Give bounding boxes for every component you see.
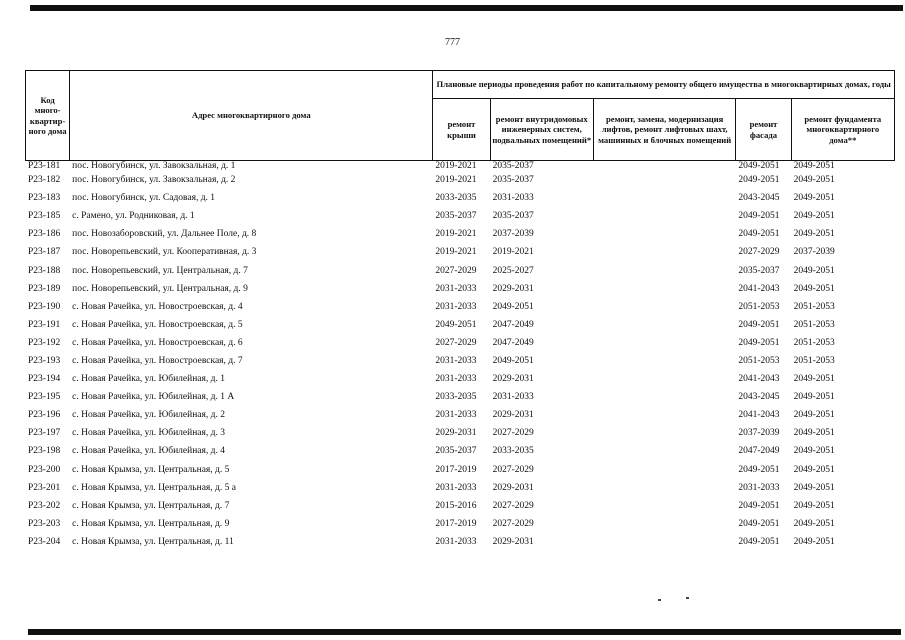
cell-facade: 2049-2051 [738,500,780,511]
cell-address: с. Новая Рачейка, ул. Новостроевская, д. 6 [72,337,243,348]
cell-address: пос. Новогубинск, ул. Садовая, д. 1 [72,193,216,204]
top-border-bar [30,5,903,11]
cell-code: Р23-185 [28,211,61,222]
cell-foundation: 2051-2053 [793,301,835,312]
table-row [26,261,895,279]
cell-roof: 2031-2033 [435,301,477,312]
cell-roof: 2033-2035 [435,392,477,403]
header-engineering: ремонт внутридомовых инженерных систем, подвальных помещений* [490,99,593,161]
cell-lift [593,189,735,207]
cell-foundation: 2049-2051 [793,161,835,171]
cell-roof: 2031-2033 [435,283,477,294]
cell-code: Р23-197 [28,428,61,439]
cell-code: Р23-189 [28,283,61,294]
table-row [26,298,895,316]
table-row [26,442,895,460]
cell-address: пос. Новогубинск, ул. Завокзальная, д. 1 [72,161,236,171]
cell-engineering: 2029-2031 [492,283,534,294]
cell-lift [593,497,735,515]
cell-engineering: 2035-2037 [492,211,534,222]
cell-facade: 2027-2029 [738,247,780,258]
cell-engineering: 2025-2027 [492,265,534,276]
repair-schedule-table [25,70,895,551]
cell-foundation: 2049-2051 [793,175,835,186]
cell-foundation: 2051-2053 [793,319,835,330]
header-foundation: ремонт фундамента многоквартирного дома** [791,99,894,161]
cell-foundation: 2049-2051 [793,265,835,276]
scan-speck [686,597,689,599]
cell-foundation: 2049-2051 [793,374,835,385]
cell-lift [593,370,735,388]
cell-code: Р23-201 [28,482,61,493]
header-code: Код много-квартир-ного дома [26,71,70,161]
cell-address: пос. Новорепьевский, ул. Кооперативная, д. 3 [72,247,257,258]
cell-roof: 2031-2033 [435,482,477,493]
scan-speck [658,599,661,601]
cell-lift [593,243,735,261]
cell-facade: 2049-2051 [738,518,780,529]
table-row [26,225,895,243]
cell-code: Р23-182 [28,175,61,186]
cell-facade: 2043-2045 [738,193,780,204]
cell-code: Р23-193 [28,355,61,366]
cell-code: Р23-190 [28,301,61,312]
cell-lift [593,442,735,460]
cell-lift [593,424,735,442]
cell-code: Р23-195 [28,392,61,403]
page-number [0,37,905,48]
cell-foundation: 2049-2051 [793,464,835,475]
cell-address: с. Новая Рачейка, ул. Юбилейная, д. 4 [72,446,225,457]
cell-engineering: 2029-2031 [492,536,534,547]
table-row [26,280,895,298]
cell-lift [593,316,735,334]
cell-engineering: 2031-2033 [492,193,534,204]
table-row [26,316,895,334]
cell-facade: 2047-2049 [738,446,780,457]
cell-address: пос. Новозаборовский, ул. Дальнее Поле, д. 8 [72,229,257,240]
cell-facade: 2049-2051 [738,161,780,171]
cell-lift [593,280,735,298]
table-row [26,334,895,352]
cell-code: Р23-194 [28,374,61,385]
cell-code: Р23-204 [28,536,61,547]
cell-facade: 2041-2043 [738,410,780,421]
cell-facade: 2049-2051 [738,337,780,348]
cell-facade: 2049-2051 [738,229,780,240]
cell-facade: 2037-2039 [738,428,780,439]
table-row [26,161,895,172]
table-row [26,243,895,261]
cell-lift [593,161,735,172]
cell-foundation: 2049-2051 [793,482,835,493]
cell-lift [593,261,735,279]
cell-facade: 2049-2051 [738,319,780,330]
cell-roof: 2019-2021 [435,229,477,240]
cell-address: с. Новая Крымза, ул. Центральная, д. 7 [72,500,230,511]
cell-address: с. Новая Крымза, ул. Центральная, д. 5 [72,464,230,475]
cell-facade: 2031-2033 [738,482,780,493]
cell-engineering: 2049-2051 [492,301,534,312]
cell-roof: 2031-2033 [435,410,477,421]
cell-facade: 2043-2045 [738,392,780,403]
cell-code: Р23-191 [28,319,61,330]
cell-address: с. Новая Рачейка, ул. Юбилейная, д. 1 А [72,392,235,403]
cell-lift [593,225,735,243]
table-row [26,424,895,442]
cell-engineering: 2027-2029 [492,428,534,439]
cell-foundation: 2037-2039 [793,247,835,258]
cell-foundation: 2049-2051 [793,211,835,222]
table-row [26,406,895,424]
table-row [26,352,895,370]
cell-roof: 2019-2021 [435,175,477,186]
cell-code: Р23-198 [28,446,61,457]
cell-roof: 2017-2019 [435,518,477,529]
cell-facade: 2049-2051 [738,175,780,186]
cell-engineering: 2035-2037 [492,175,534,186]
cell-address: с. Новая Рачейка, ул. Юбилейная, д. 3 [72,428,225,439]
cell-code: Р23-188 [28,265,61,276]
cell-address: пос. Новорепьевский, ул. Центральная, д. 7 [72,265,248,276]
cell-roof: 2035-2037 [435,211,477,222]
cell-lift [593,334,735,352]
cell-lift [593,207,735,225]
cell-lift [593,352,735,370]
cell-code: Р23-183 [28,193,61,204]
table-row [26,461,895,479]
cell-address: с. Новая Рачейка, ул. Юбилейная, д. 2 [72,410,225,421]
cell-roof: 2019-2021 [435,247,477,258]
cell-foundation: 2049-2051 [793,283,835,294]
cell-code: Р23-196 [28,410,61,421]
cell-facade: 2049-2051 [738,464,780,475]
cell-code: Р23-200 [28,464,61,475]
cell-address: с. Новая Крымза, ул. Центральная, д. 5 а [72,482,236,493]
header-lift: ремонт, замена, модернизация лифтов, ремонт лифтовых шахт, машинных и блочных помещений [593,99,735,161]
cell-facade: 2041-2043 [738,374,780,385]
cell-lift [593,533,735,551]
header-roof: ремонт крыши [433,99,490,161]
cell-engineering: 2035-2037 [492,161,534,171]
cell-lift [593,479,735,497]
cell-facade: 2035-2037 [738,265,780,276]
cell-code: Р23-192 [28,337,61,348]
table-row [26,189,895,207]
cell-foundation: 2051-2053 [793,337,835,348]
cell-facade: 2049-2051 [738,536,780,547]
cell-foundation: 2051-2053 [793,355,835,366]
cell-lift [593,298,735,316]
cell-engineering: 2049-2051 [492,355,534,366]
cell-code: Р23-202 [28,500,61,511]
cell-foundation: 2049-2051 [793,446,835,457]
cell-foundation: 2049-2051 [793,229,835,240]
table-row [26,207,895,225]
cell-engineering: 2047-2049 [492,319,534,330]
cell-address: с. Рамено, ул. Родниковая, д. 1 [72,211,195,222]
bottom-border-bar [28,629,901,635]
cell-roof: 2027-2029 [435,337,477,348]
cell-code: Р23-187 [28,247,61,258]
cell-foundation: 2049-2051 [793,518,835,529]
cell-roof: 2029-2031 [435,428,477,439]
cell-roof: 2031-2033 [435,374,477,385]
cell-foundation: 2049-2051 [793,428,835,439]
cell-foundation: 2049-2051 [793,392,835,403]
cell-engineering: 2037-2039 [492,229,534,240]
cell-engineering: 2031-2033 [492,392,534,403]
cell-engineering: 2019-2021 [492,247,534,258]
cell-lift [593,461,735,479]
header-work-periods: Плановые периоды проведения работ по капитальному ремонту общего имущества в многоквартирных домах, годы [433,71,895,99]
cell-facade: 2041-2043 [738,283,780,294]
cell-roof: 2019-2021 [435,161,477,171]
cell-address: пос. Новорепьевский, ул. Центральная, д. 9 [72,283,248,294]
table-row [26,515,895,533]
header-facade: ремонт фасада [736,99,791,161]
cell-code: Р23-181 [28,161,61,171]
table-row [26,171,895,189]
table-row [26,370,895,388]
header-address: Адрес многоквартирного дома [70,71,433,161]
cell-engineering: 2027-2029 [492,518,534,529]
cell-address: с. Новая Рачейка, ул. Новостроевская, д. 4 [72,301,243,312]
page-number-text: 777 [445,37,460,48]
cell-lift [593,388,735,406]
cell-roof: 2031-2033 [435,536,477,547]
cell-roof: 2033-2035 [435,193,477,204]
cell-engineering: 2027-2029 [492,464,534,475]
table-row [26,479,895,497]
cell-facade: 2051-2053 [738,301,780,312]
cell-lift [593,406,735,424]
cell-roof: 2049-2051 [435,319,477,330]
cell-roof: 2031-2033 [435,355,477,366]
cell-roof: 2035-2037 [435,446,477,457]
cell-foundation: 2049-2051 [793,193,835,204]
table-row [26,497,895,515]
cell-engineering: 2027-2029 [492,500,534,511]
cell-engineering: 2029-2031 [492,410,534,421]
cell-address: с. Новая Рачейка, ул. Новостроевская, д. 5 [72,319,243,330]
cell-address: с. Новая Крымза, ул. Центральная, д. 11 [72,536,234,547]
cell-address: с. Новая Рачейка, ул. Новостроевская, д. 7 [72,355,243,366]
cell-foundation: 2049-2051 [793,500,835,511]
cell-roof: 2015-2016 [435,500,477,511]
cell-foundation: 2049-2051 [793,410,835,421]
cell-lift [593,171,735,189]
cell-code: Р23-203 [28,518,61,529]
cell-engineering: 2047-2049 [492,337,534,348]
cell-engineering: 2033-2035 [492,446,534,457]
cell-roof: 2027-2029 [435,265,477,276]
table-header [26,71,895,161]
cell-facade: 2049-2051 [738,211,780,222]
cell-lift [593,515,735,533]
cell-facade: 2051-2053 [738,355,780,366]
table-row [26,388,895,406]
cell-roof: 2017-2019 [435,464,477,475]
cell-address: с. Новая Рачейка, ул. Юбилейная, д. 1 [72,374,225,385]
cell-code: Р23-186 [28,229,61,240]
cell-engineering: 2029-2031 [492,482,534,493]
table-body [26,161,895,551]
table-row [26,533,895,551]
cell-address: пос. Новогубинск, ул. Завокзальная, д. 2 [72,175,236,186]
cell-engineering: 2029-2031 [492,374,534,385]
cell-address: с. Новая Крымза, ул. Центральная, д. 9 [72,518,230,529]
cell-foundation: 2049-2051 [793,536,835,547]
